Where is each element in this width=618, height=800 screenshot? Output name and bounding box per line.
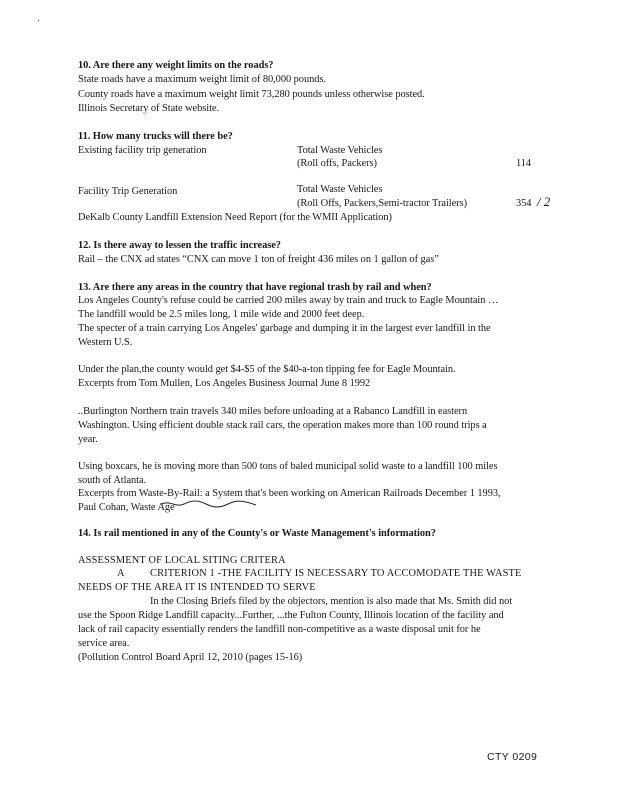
q10-line-1: State roads have a maximum weight limit of 80,000 pounds. [78, 74, 326, 85]
q13-p1-line-3: The specter of a train carrying Los Angeles' garbage and dumping it in the largest ever landfill in the [78, 323, 491, 334]
q14-body-line-2: use the Spoon Ridge Landfill capacity...Further, ...the Fulton County, Illinois location of the facility and [78, 610, 504, 621]
q11-facility-count: 354 [516, 198, 532, 209]
q10-line-3: Illinois Secretary of State website. [78, 103, 220, 114]
q11-existing-types: (Roll offs, Packers) [297, 158, 377, 169]
q14-heading: 14. Is rail mentioned in any of the County's or Waste Management's information? [78, 528, 436, 539]
q13-p3-line-1: ..Burlington Northern train travels 340 miles before unloading at a Rabanco Landfill in eastern [78, 406, 468, 417]
q11-heading: 11. How many trucks will there be? [78, 131, 233, 142]
q11-handwritten-note: / 2 [537, 194, 551, 209]
scan-speck [38, 20, 39, 21]
criterion-line-1: CRITERION 1 -THE FACILITY IS NECESSARY TO ACCOMODATE THE WASTE [150, 568, 522, 579]
q11-existing-label: Existing facility trip generation [78, 145, 207, 156]
q13-author-line: Paul Cohan, Waste Age [78, 502, 175, 513]
page-code: CTY 0209 [487, 751, 538, 763]
q13-excerpt-line: Excerpts from Waste-By-Rail: a System that's been working on American Railroads December 1 1993, [78, 488, 501, 499]
q14-body-line-1: In the Closing Briefs filed by the objectors, mention is also made that Ms. Smith did not [150, 596, 513, 607]
q11-existing-vehicles: Total Waste Vehicles [297, 145, 383, 156]
q10-heading: 10. Are there any weight limits on the roads? [78, 60, 274, 71]
q11-facility-vehicles: Total Waste Vehicles [297, 184, 383, 195]
criterion-line-2: NEEDS OF THE AREA IT IS INTENDED TO SERVE [78, 582, 316, 593]
q12-line: Rail – the CNX ad states “CNX can move 1 ton of freight 436 miles on 1 gallon of gas” [78, 254, 439, 265]
q14-body-line-3: lack of rail capacity essentially renders the landfill non-competitive as a waste disposal unit for he [78, 624, 481, 635]
criterion-letter: A [117, 568, 125, 579]
q13-heading: 13. Are there any areas in the country that have regional trash by rail and when? [78, 282, 432, 293]
q13-p4-line-2: south of Atlanta. [78, 475, 147, 486]
handwritten-underline [160, 498, 260, 512]
q13-p2-line-2: Excerpts from Tom Mullen, Los Angeles Business Journal June 8 1992 [78, 378, 371, 389]
q10-line-2: County roads have a maximum weight limit 73,280 pounds unless otherwise posted. [78, 89, 425, 100]
q13-p1-line-4: Western U.S. [78, 337, 133, 348]
q11-source: DeKalb County Landfill Extension Need Report (for the WMII Application) [78, 212, 392, 223]
q13-p2-line-1: Under the plan,the county would get $4-$5 of the $40-a-ton tipping fee for Eagle Mountain. [78, 364, 456, 375]
q14-body-line-4: service area. [78, 638, 130, 649]
q11-existing-count: 114 [516, 158, 532, 169]
q14-citation: (Pollution Control Board April 12, 2010 (pages 15-16) [78, 652, 303, 663]
q11-facility-label: Facility Trip Generation [78, 186, 178, 197]
q13-p1-line-1: Los Angeles County's refuse could be carried 200 miles away by train and truck to Eagle Mountain … [78, 295, 499, 306]
q12-heading: 12. Is there away to lessen the traffic increase? [78, 240, 281, 251]
q13-p4-line-1: Using boxcars, he is moving more than 500 tons of baled municipal solid waste to a landfill 100 miles [78, 461, 498, 472]
q11-facility-types: (Roll Offs, Packers,Semi-tractor Trailers) [297, 198, 467, 209]
q13-p3-line-2: Washington. Using efficient double stack rail cars, the operation makes more than 100 round trips a [78, 420, 487, 431]
assessment-title: ASSESSMENT OF LOCAL SITING CRITERA [78, 555, 286, 566]
q13-p1-line-2: The landfill would be 2.5 miles long, 1 mile wide and 2000 feet deep. [78, 309, 365, 320]
q13-p3-line-3: year. [78, 434, 98, 445]
